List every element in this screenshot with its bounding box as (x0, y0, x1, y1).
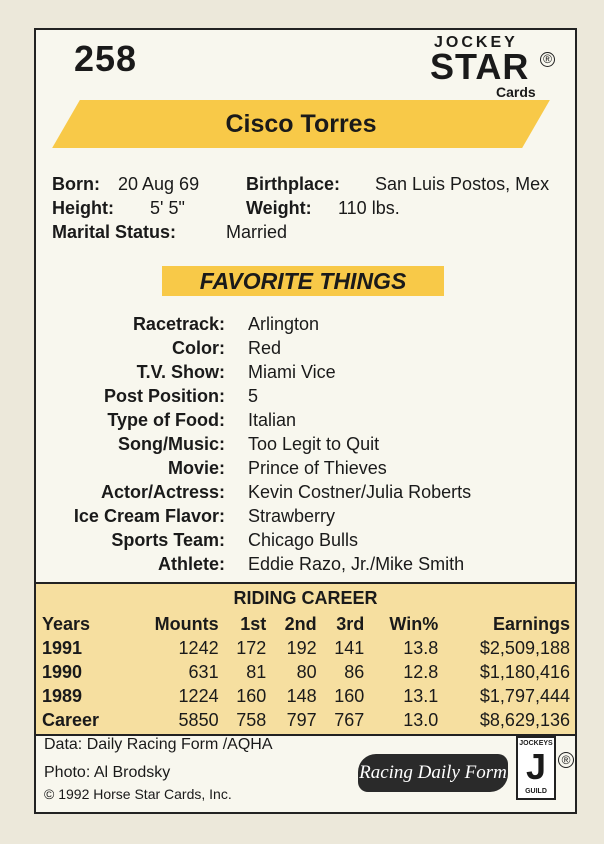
header-earnings: Earnings (492, 613, 570, 634)
favorite-value: Red (248, 338, 282, 358)
career-row (40, 660, 572, 684)
marital-label: Marital Status: (52, 222, 177, 242)
favorite-row (36, 410, 579, 434)
birthplace-value: San Luis Postos, Mex (375, 174, 550, 194)
born-field (52, 174, 100, 195)
favorite-label: Color: (172, 338, 225, 358)
favorite-value: Strawberry (248, 506, 336, 526)
birthplace-label: Birthplace: (246, 174, 341, 194)
header-3rd: 3rd (336, 613, 365, 634)
riding-career-title: RIDING CAREER (233, 588, 378, 608)
weight-field (246, 198, 312, 219)
career-cell: 80 (296, 661, 317, 682)
favorite-row (36, 458, 579, 482)
career-header-row (40, 612, 572, 636)
career-cell: $1,180,416 (479, 661, 570, 682)
career-cell: 1224 (178, 685, 219, 706)
favorite-value: Chicago Bulls (248, 530, 359, 550)
logo-top-text: JOCKEY (434, 34, 518, 51)
favorite-row (36, 506, 579, 530)
career-cell: $8,629,136 (479, 709, 570, 730)
favorite-value: 5 (248, 386, 259, 406)
favorite-value: Italian (248, 410, 297, 430)
guild-logo-bottom: GUILD (525, 788, 547, 795)
racing-form-logo: Racing Daily Form (358, 754, 508, 792)
favorite-value: Too Legit to Quit (248, 434, 380, 454)
favorite-value: Eddie Razo, Jr./Mike Smith (248, 554, 465, 574)
favorite-label: Ice Cream Flavor: (73, 506, 225, 526)
career-cell: 148 (286, 685, 317, 706)
favorite-label: Athlete: (158, 554, 225, 574)
data-source: Data: Daily Racing Form /AQHA (44, 736, 273, 753)
career-cell: 631 (188, 661, 219, 682)
career-cell: 86 (344, 661, 365, 682)
favorite-row (36, 530, 579, 554)
favorite-label: Racetrack: (132, 314, 225, 334)
favorite-row (36, 386, 579, 410)
career-row (40, 708, 572, 732)
favorite-row (36, 338, 579, 362)
career-cell: 12.8 (403, 661, 439, 682)
favorite-row (36, 434, 579, 458)
marital-value: Married (226, 222, 288, 242)
career-cell: 192 (286, 637, 317, 658)
card-number: 258 (74, 38, 138, 79)
career-cell: 1989 (42, 685, 83, 706)
favorite-label: Type of Food: (107, 410, 225, 430)
career-cell: 1990 (42, 661, 83, 682)
born-value: 20 Aug 69 (118, 174, 200, 194)
logo-sub-text: Cards (496, 84, 536, 100)
favorite-row (36, 314, 579, 338)
logo-main-text: STAR (430, 46, 530, 87)
height-field (52, 198, 114, 219)
player-name: Cisco Torres (225, 110, 377, 138)
favorite-row (36, 482, 579, 506)
birthplace-field (246, 174, 340, 195)
guild-logo-top: JOCKEYS (519, 740, 553, 747)
favorite-row (36, 554, 579, 578)
registered-mark: ® (540, 52, 555, 67)
career-cell: 797 (286, 709, 317, 730)
header-win-pct: Win% (389, 613, 439, 634)
career-cell: Career (42, 709, 100, 730)
favorite-label: Sports Team: (111, 530, 225, 550)
favorite-label: T.V. Show: (136, 362, 225, 382)
weight-value: 110 lbs. (338, 198, 400, 218)
career-cell: 141 (334, 637, 365, 658)
marital-field (52, 222, 176, 243)
born-label: Born: (52, 174, 100, 194)
career-cell: 13.0 (403, 709, 439, 730)
header-mounts: Mounts (154, 613, 219, 634)
favorite-label: Post Position: (104, 386, 225, 406)
career-cell: 1991 (42, 637, 83, 658)
favorites-title: FAVORITE THINGS (199, 268, 407, 294)
trading-card-back (34, 28, 577, 814)
guild-registered-mark: ® (558, 752, 574, 768)
favorite-label: Actor/Actress: (100, 482, 225, 502)
career-row (40, 636, 572, 660)
career-cell: $1,797,444 (479, 685, 570, 706)
photo-credit: Photo: Al Brodsky (44, 764, 171, 781)
height-value: 5' 5" (150, 198, 185, 218)
favorite-value: Prince of Thieves (248, 458, 387, 478)
career-cell: 172 (236, 637, 267, 658)
career-row (40, 684, 572, 708)
jockey-star-cards-logo (426, 32, 556, 102)
career-cell: 758 (236, 709, 267, 730)
weight-label: Weight: (246, 198, 312, 218)
favorite-value: Miami Vice (248, 362, 336, 382)
career-cell: 160 (334, 685, 365, 706)
favorite-value: Arlington (248, 314, 320, 334)
favorite-label: Song/Music: (118, 434, 225, 454)
career-table-body (40, 636, 572, 732)
header-2nd: 2nd (284, 613, 317, 634)
career-cell: 13.8 (403, 637, 439, 658)
favorite-row (36, 362, 579, 386)
copyright: © 1992 Horse Star Cards, Inc. (44, 786, 232, 802)
header-years: Years (42, 613, 91, 634)
jockeys-guild-logo (516, 736, 556, 800)
favorite-label: Movie: (167, 458, 225, 478)
header-1st: 1st (240, 613, 267, 634)
guild-logo-letter: J (525, 746, 547, 787)
career-cell: 1242 (178, 637, 219, 658)
favorite-value: Kevin Costner/Julia Roberts (248, 482, 472, 502)
career-cell: 5850 (178, 709, 219, 730)
career-cell: 81 (246, 661, 267, 682)
riding-career-table (40, 612, 572, 732)
career-cell: 160 (236, 685, 267, 706)
career-cell: 767 (334, 709, 365, 730)
riding-career-section (36, 582, 575, 736)
height-label: Height: (52, 198, 114, 218)
career-cell: 13.1 (403, 685, 439, 706)
career-cell: $2,509,188 (479, 637, 570, 658)
